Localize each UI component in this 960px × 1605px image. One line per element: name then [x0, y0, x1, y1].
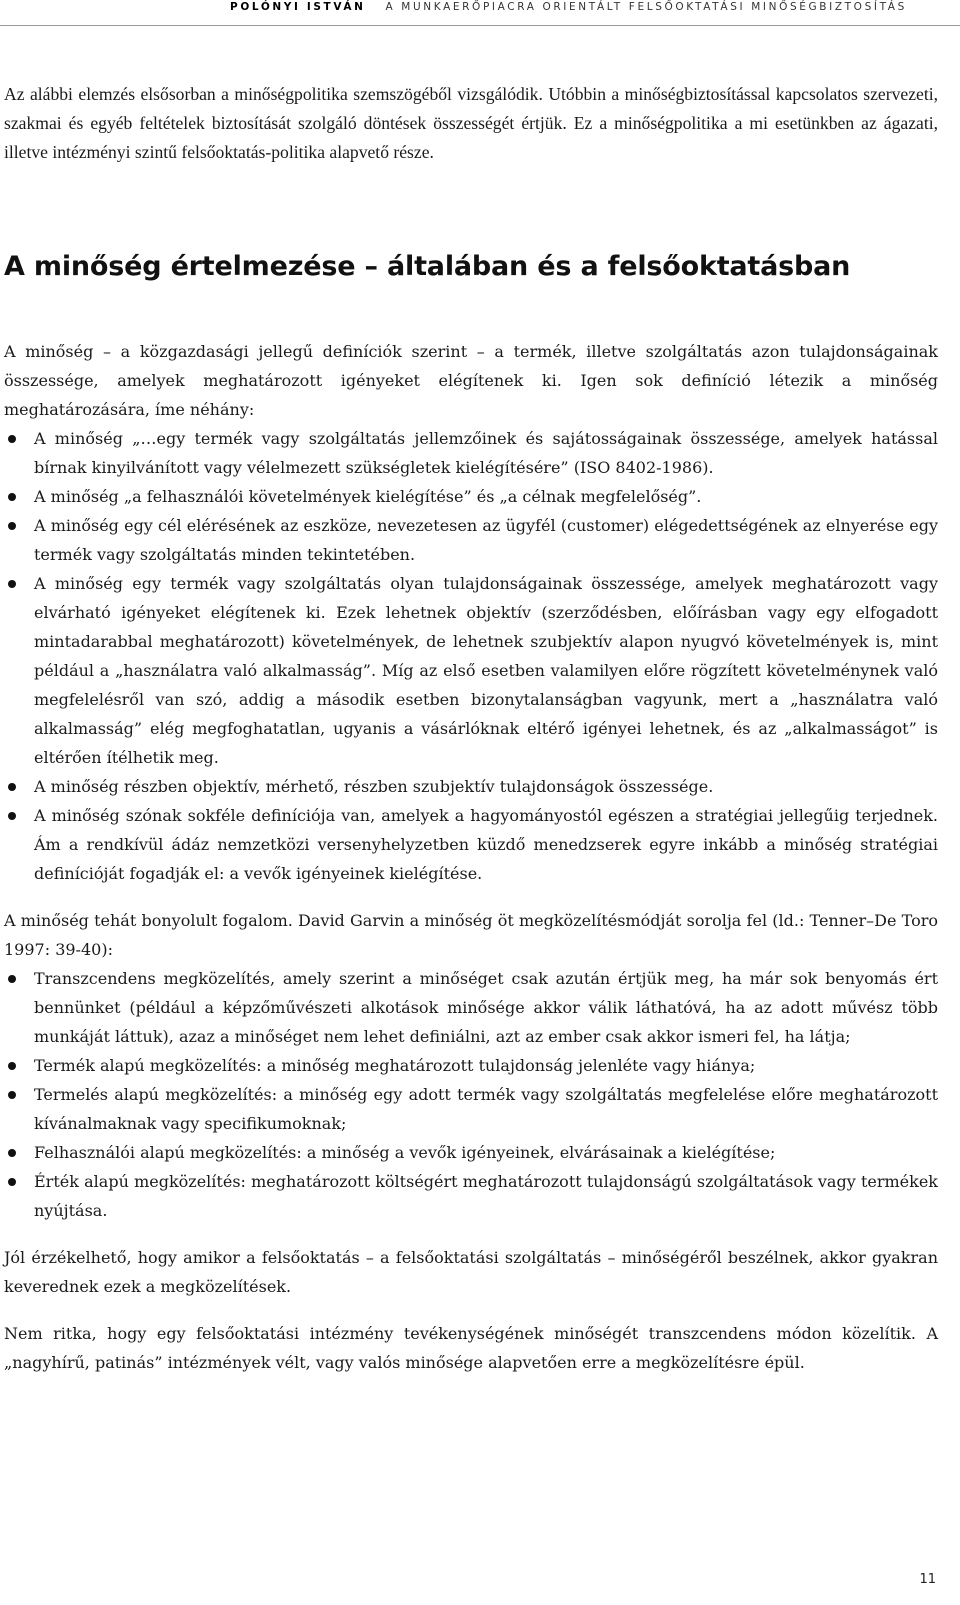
paragraph-transcendent: Nem ritka, hogy egy felsőoktatási intézmény tevékenységének minőségét transzcendens módon közelítik. A „nagyhírű, patinás” intézmények vélt, vagy valós minősége alapvetően erre a megközelítésre épül.: [4, 1324, 938, 1372]
list-item: Termék alapú megközelítés: a minőség meghatározott tulajdonság jelenléte vagy hiánya;: [4, 1051, 938, 1080]
header-title: A MUNKAERŐPIACRA ORIENTÁLT FELSŐOKTATÁSI MINŐSÉGBIZTOSÍTÁS: [385, 1, 907, 13]
section-heading: A minőség értelmezése – általában és a felsőoktatásban: [4, 251, 851, 282]
paragraph-definition: A minőség – a közgazdasági jellegű definíciók szerint – a termék, illetve szolgáltatás azon tulajdonságainak összessége, amelyek meghatározott igényeket elégítenek ki. Igen sok definíció létezik a minőség meghatározására, íme néhány:: [4, 342, 938, 419]
page-body: [4, 80, 938, 1377]
paragraph-garvin: A minőség tehát bonyolult fogalom. David Garvin a minőség öt megközelítésmódját sorolja fel (ld.: Tenner–De Toro 1997: 39-40):: [4, 911, 938, 959]
approach-list: [4, 964, 938, 1225]
list-item: A minőség egy termék vagy szolgáltatás olyan tulajdonságainak összessége, amelyek meghatározott vagy elvárható igényeket elégítenek ki. Ezek lehetnek objektív (szerződésben, előírásban vagy egy elfogadott mintadarabbal meghatározott) követelmények, de lehetnek szubjektív alapon nyugvó követelmények is, mint például a „használatra való alkalmasság”. Míg az első esetben valamilyen előre rögzített követelménynek való megfelelésről van szó, addig a második esetben bizonytalanságban vagyunk, mert a „használatra való alkalmasság” elég megfoghatatlan, ugyanis a vásárlóknak eltérő igényei lehetnek, és az „alkalmasságot” is eltérően ítélhetik meg.: [4, 569, 938, 772]
page-number: 11: [919, 1572, 936, 1587]
intro-block: [4, 80, 938, 167]
header-author: POLÓNYI ISTVÁN: [230, 1, 366, 13]
list-item: A minőség „a felhasználói követelmények kielégítése” és „a célnak megfelelőség”.: [4, 482, 938, 511]
list-item: A minőség egy cél elérésének az eszköze, nevezetesen az ügyfél (customer) elégedettségének az elnyerése egy termék vagy szolgáltatás minden tekintetében.: [4, 511, 938, 569]
list-item: Felhasználói alapú megközelítés: a minőség a vevők igényeinek, elvárásainak a kielégítése;: [4, 1138, 938, 1167]
intro-paragraph: Az alábbi elemzés elsősorban a minőségpolitika szemszögéből vizsgálódik. Utóbbin a minőségbiztosítással kapcsolatos szervezeti, szakmai és egyéb feltételek biztosítását szolgáló döntések összességét értjük. Ez a minőségpolitika a mi esetünkben az ágazati, illetve intézményi szintű felsőoktatás-politika alapvető része.: [4, 84, 938, 162]
list-item: Transzcendens megközelítés, amely szerint a minőséget csak azután értjük meg, ha már sok benyomás ért bennünket (például a képzőművészeti alkotások minősége akkor válik láthatóvá, ha az adott művész több munkáját láttuk), azaz a minőséget nem lehet definiálni, azt az ember csak akkor ismeri fel, ha látja;: [4, 964, 938, 1051]
section-body: [4, 337, 938, 1377]
list-item: Érték alapú megközelítés: meghatározott költségért meghatározott tulajdonságú szolgáltatások vagy termékek nyújtása.: [4, 1167, 938, 1225]
header-divider: [0, 25, 960, 26]
list-item: Termelés alapú megközelítés: a minőség egy adott termék vagy szolgáltatás megfelelése előre meghatározott kívánalmaknak vagy specifikumoknak;: [4, 1080, 938, 1138]
list-item: A minőség „…egy termék vagy szolgáltatás jellemzőinek és sajátosságainak összessége, amelyek hatással bírnak kinyilvánított vagy vélelmezett szükségletek kielégítésére” (ISO 8402-1986).: [4, 424, 938, 482]
list-item: A minőség szónak sokféle definíciója van, amelyek a hagyományostól egészen a stratégiai jellegűig terjednek. Ám a rendkívül ádáz nemzetközi versenyhelyzetben küzdő menedzserek egyre inkább a minőség stratégiai definícióját fogadják el: a vevők igényeinek kielégítése.: [4, 801, 938, 888]
definition-list: [4, 424, 938, 888]
list-item: A minőség részben objektív, mérhető, részben szubjektív tulajdonságok összessége.: [4, 772, 938, 801]
paragraph-mixing: Jól érzékelhető, hogy amikor a felsőoktatás – a felsőoktatási szolgáltatás – minőségéről beszélnek, akkor gyakran keverednek ezek a megközelítések.: [4, 1248, 938, 1296]
